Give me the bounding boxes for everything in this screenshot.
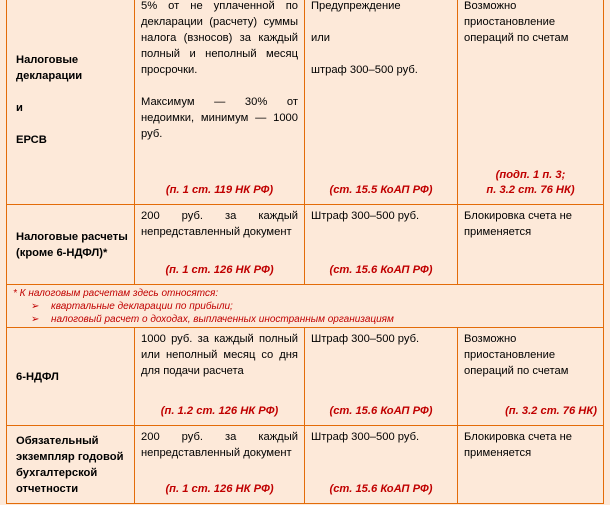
tax-penalty-cell [135,205,305,285]
account-block-ref: (п. 3.2 ст. 76 НК) [505,405,597,417]
koap-text: Штраф 300–500 руб. [311,333,420,345]
note-title: * К налоговым расчетам здесь относятся: [13,288,219,299]
tax-penalty-text: 200 руб. за каждый непредставленный документ [141,210,298,238]
koap-line: Предупреждение [311,0,401,12]
row-label-6ndfl [7,328,135,426]
tax-penalty-text: 5% от не уплаченной по декларации (расчету) суммы налога (взносов) за каждый полный и неполный месяц просрочки. [141,0,298,76]
label-line: (кроме 6-НДФЛ)* [16,247,108,259]
note-list [13,300,595,326]
tax-penalty-cell [135,0,305,205]
arrow-bullet-icon: ➢ [31,314,40,325]
tax-penalty-text: 200 руб. за каждый непредставленный документ [141,431,298,459]
koap-text: Штраф 300–500 руб. [311,431,420,443]
table-row-calculations [7,205,604,285]
table-row-note [7,285,604,328]
note-item-text: налоговый расчет о доходах, выплаченных иностранным организациям [51,314,394,325]
account-block-cell [458,328,604,426]
koap-ref: (ст. 15.6 КоАП РФ) [329,483,433,495]
row-label-declarations [7,0,135,205]
tax-penalty-ref: (п. 1 ст. 119 НК РФ) [165,184,274,196]
label-line: бухгалтерской [16,467,98,479]
table-row-6ndfl [7,328,604,426]
koap-penalty-cell [305,426,458,504]
tax-penalty-cell [135,426,305,504]
label-line: и [16,102,23,114]
tax-penalty-extra: Максимум — 30% от недоимки, минимум — 1000 руб. [141,96,298,140]
account-block-text: Блокировка счета не применяется [464,210,572,238]
arrow-bullet-icon: ➢ [31,301,40,312]
tax-penalty-cell [135,328,305,426]
koap-ref: (ст. 15.6 КоАП РФ) [329,264,433,276]
calculations-note [7,285,604,328]
note-item-text: квартальные декларации по прибыли; [51,301,233,312]
label-line: экземпляр годовой [16,451,124,463]
account-block-ref-line: п. 3.2 ст. 76 НК) [486,184,575,196]
penalty-table [6,0,604,504]
tax-penalty-ref: (п. 1 ст. 126 НК РФ) [165,264,274,276]
account-block-text: Блокировка счета не применяется [464,431,572,459]
label-line: отчетности [16,483,79,495]
label-line: декларации [16,70,83,82]
koap-penalty-cell [305,0,458,205]
koap-ref: (ст. 15.6 КоАП РФ) [329,405,433,417]
row-label-annual-reporting [7,426,135,504]
koap-line: или [311,32,331,44]
koap-penalty-cell [305,205,458,285]
account-block-ref-line: (подп. 1 п. 3; [495,169,566,181]
label-line: Обязательный [16,435,99,447]
account-block-cell [458,0,604,205]
label-line: 6-НДФЛ [16,371,59,383]
koap-ref: (ст. 15.5 КоАП РФ) [329,184,433,196]
label-line: ЕРСВ [16,134,47,146]
tax-penalty-text: 1000 руб. за каждый полный или неполный месяц со дня для подачи расчета [141,333,298,377]
row-label-calculations [7,205,135,285]
table-row-declarations [7,0,604,205]
label-line: Налоговые расчеты [16,231,128,243]
account-block-text: Возможно приостановление операций по счетам [464,0,569,44]
koap-penalty-cell [305,328,458,426]
koap-line: штраф 300–500 руб. [311,64,418,76]
koap-text: Штраф 300–500 руб. [311,210,420,222]
account-block-cell [458,426,604,504]
tax-penalty-ref: (п. 1.2 ст. 126 НК РФ) [160,405,279,417]
list-item [31,300,595,313]
account-block-cell [458,205,604,285]
tax-penalty-ref: (п. 1 ст. 126 НК РФ) [165,483,274,495]
label-line: Налоговые [16,54,79,66]
account-block-text: Возможно приостановление операций по счетам [464,333,569,377]
list-item [31,313,595,326]
table-row-annual-reporting [7,426,604,504]
